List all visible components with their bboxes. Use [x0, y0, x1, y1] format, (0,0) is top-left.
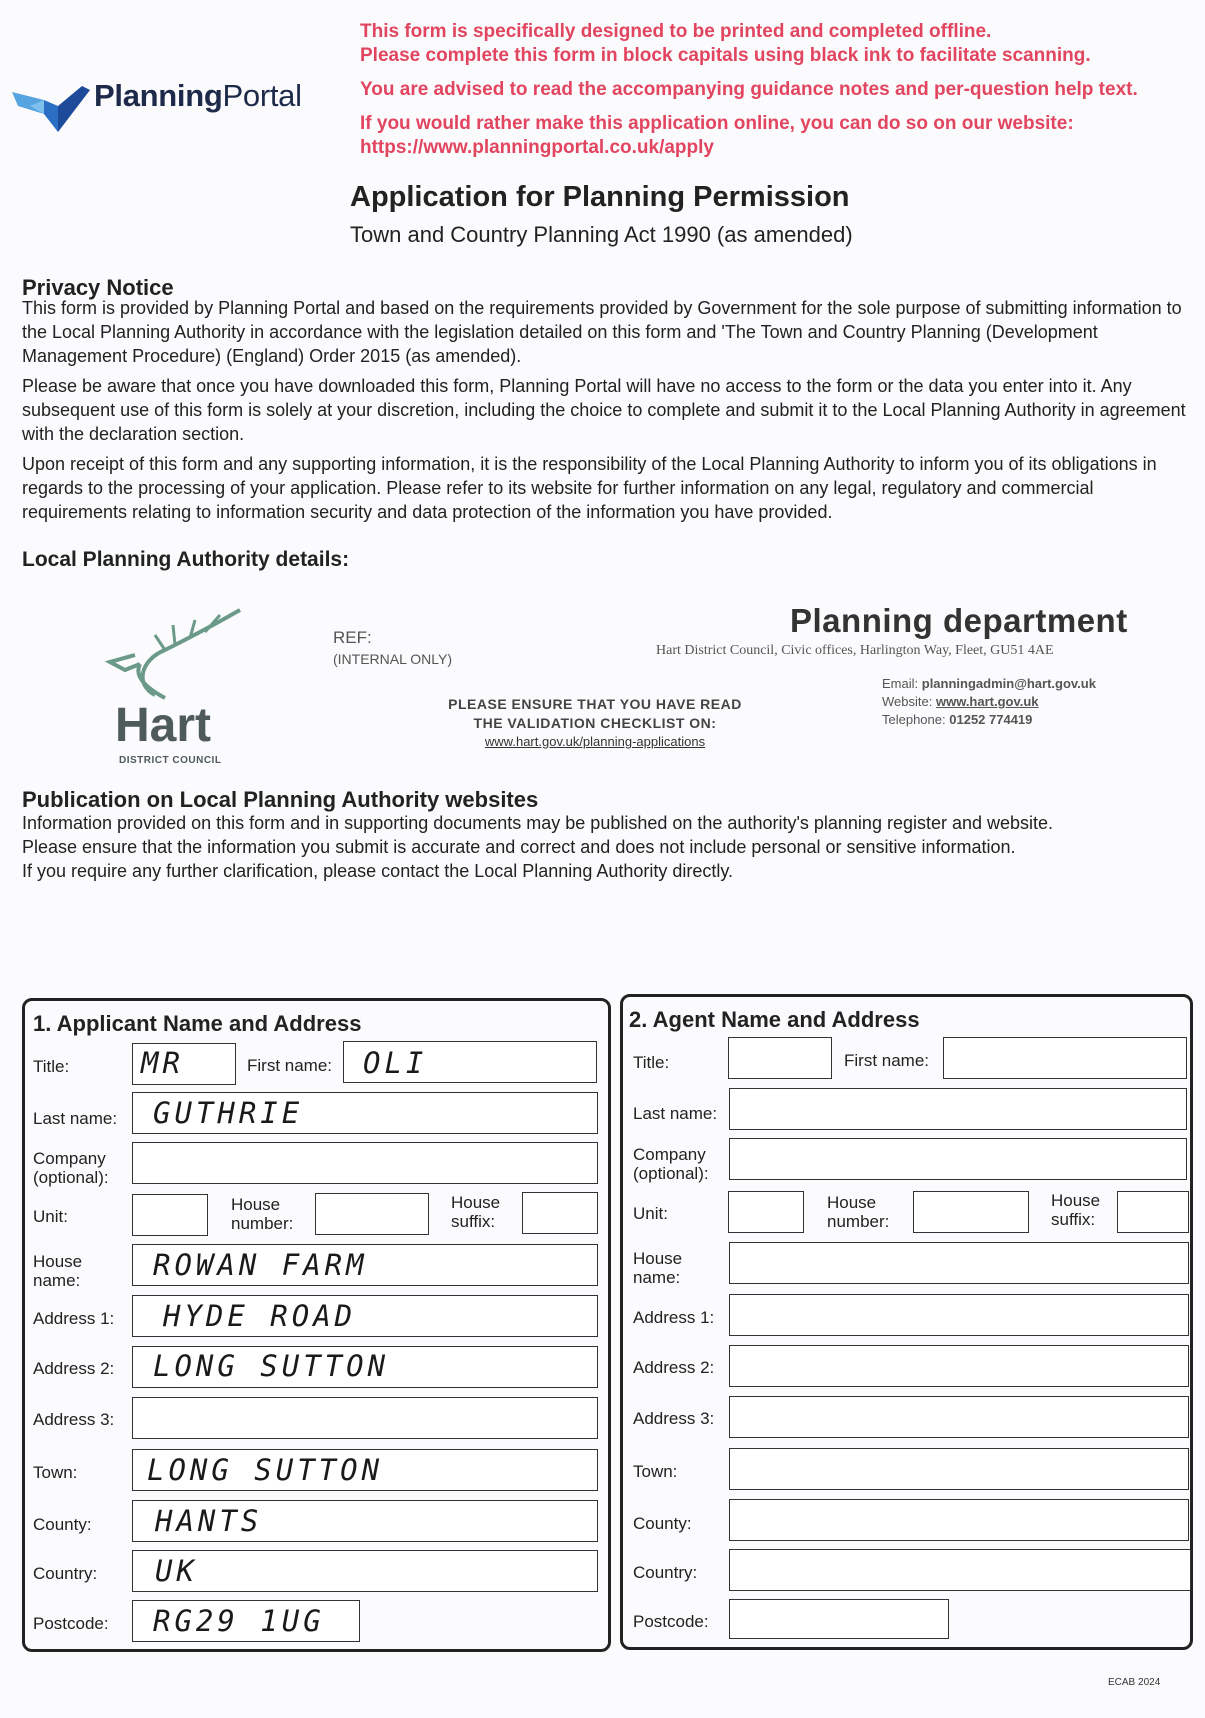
agent-company-field[interactable] [729, 1138, 1187, 1180]
country-value: UK [155, 1554, 198, 1588]
privacy-heading: Privacy Notice [22, 275, 174, 300]
notice-line-4: If you would rather make this application online, you can do so on our website: [360, 113, 1074, 134]
address-3-field[interactable] [132, 1397, 598, 1439]
agent-heading: 2. Agent Name and Address [629, 1007, 920, 1032]
house-suffix-label-line: suffix: [451, 1212, 496, 1231]
validation-notice [420, 696, 770, 749]
agent-house-suffix-label-line: suffix: [1051, 1210, 1096, 1229]
title-label: Title: [33, 1057, 70, 1076]
last-name-value: GUTHRIE [153, 1096, 304, 1130]
agent-address-3-label: Address 3: [633, 1409, 715, 1428]
agent-address-2-label: Address 2: [633, 1358, 715, 1377]
house-name-label-line: House [33, 1252, 83, 1271]
company-label [33, 1149, 109, 1187]
town-label: Town: [33, 1463, 78, 1482]
postcode-label: Postcode: [33, 1614, 109, 1633]
agent-postcode-label: Postcode: [633, 1612, 709, 1631]
agent-first-name-label: First name: [844, 1051, 930, 1070]
publication-line: Information provided on this form and in supporting documents may be published on the authority's planning register and website. [22, 813, 1054, 833]
agent-town-label: Town: [633, 1462, 678, 1481]
county-value: HANTS [155, 1504, 263, 1538]
validation-url[interactable]: www.hart.gov.uk/planning-applications [484, 734, 706, 749]
country-field[interactable] [132, 1550, 598, 1592]
email-label: Email: [882, 676, 919, 691]
agent-first-name-field[interactable] [943, 1037, 1187, 1079]
contact-block [882, 675, 1096, 729]
website-label: Website: [882, 694, 933, 709]
agent-company-label-line: (optional): [633, 1164, 709, 1183]
hart-name: Hart [115, 699, 212, 752]
first-name-value: OLI [363, 1046, 428, 1080]
company-field[interactable] [132, 1142, 598, 1184]
title-value: MR [141, 1046, 184, 1080]
address-2-label: Address 2: [33, 1359, 115, 1378]
agent-address-1-field[interactable] [729, 1294, 1189, 1336]
publication-line: If you require any further clarification, please contact the Local Planning Authority directly. [22, 861, 734, 881]
house-suffix-label [451, 1193, 500, 1231]
agent-town-field[interactable] [729, 1448, 1189, 1490]
address-2-value: LONG SUTTON [153, 1349, 390, 1383]
planning-portal-logo [10, 78, 310, 134]
ref-note: (INTERNAL ONLY) [333, 651, 453, 667]
last-name-label: Last name: [33, 1109, 118, 1128]
agent-country-field[interactable] [729, 1549, 1191, 1591]
house-number-label [231, 1195, 293, 1233]
unit-label: Unit: [33, 1207, 68, 1226]
publication-text [22, 811, 1192, 883]
website-value[interactable]: www.hart.gov.uk [935, 694, 1039, 709]
lpa-heading: Local Planning Authority details: [22, 548, 350, 571]
agent-house-suffix-label-line: House [1051, 1191, 1101, 1210]
offline-notice [360, 20, 1180, 160]
applicant-heading: 1. Applicant Name and Address [33, 1011, 362, 1036]
phone-value: 01252 774419 [949, 712, 1033, 727]
privacy-paragraph: Please be aware that once you have downloaded this form, Planning Portal will have no access to the form or the data you enter into it. Any subsequent use of this form is solely at your discretion, including the choice to complete and submit it to the Local Planning Authority in agreement with the declaration section. [22, 376, 1186, 444]
agent-last-name-label: Last name: [633, 1104, 718, 1123]
agent-panel [620, 994, 1193, 1650]
notice-line-2: Please complete this form in block capitals using black ink to facilitate scanning. [360, 45, 1091, 66]
agent-address-1-label: Address 1: [633, 1308, 715, 1327]
agent-company-label-line: Company [633, 1145, 706, 1164]
agent-title-label: Title: [633, 1053, 670, 1072]
publication-line: Please ensure that the information you submit is accurate and correct and does not include personal or sensitive information. [22, 837, 1016, 857]
company-label-line: (optional): [33, 1168, 109, 1187]
agent-house-name-label [633, 1249, 682, 1287]
agent-unit-label: Unit: [633, 1204, 668, 1223]
agent-house-number-label-line: House [827, 1193, 877, 1212]
form-title: Application for Planning Permission [350, 181, 850, 213]
logo-word-portal: Portal [222, 78, 302, 113]
house-suffix-label-line: House [451, 1193, 501, 1212]
agent-county-label: County: [633, 1514, 692, 1533]
town-value: LONG SUTTON [147, 1453, 384, 1487]
address-1-label: Address 1: [33, 1309, 115, 1328]
planning-portal-logo-icon [10, 78, 90, 134]
agent-house-name-label-line: House [633, 1249, 683, 1268]
house-name-value: ROWAN FARM [153, 1248, 368, 1282]
agent-address-2-field[interactable] [729, 1345, 1189, 1387]
house-number-label-line: House [231, 1195, 281, 1214]
postcode-value: RG29 1UG [153, 1604, 325, 1638]
privacy-paragraph: This form is provided by Planning Portal and based on the requirements provided by Government for the sole purpose of submitting information to the Local Planning Authority in accordance with the legislation detailed on this form and 'The Town and Country Planning (Development Management Procedure) (England) Order 2015 (as amended). [22, 298, 1182, 366]
form-code: ECAB 2024 [1108, 1677, 1161, 1688]
phone-label: Telephone: [882, 712, 946, 727]
agent-house-suffix-label [1051, 1191, 1100, 1229]
agent-country-label: Country: [633, 1563, 698, 1582]
unit-field[interactable] [132, 1194, 208, 1236]
county-label: County: [33, 1515, 92, 1534]
dept-address: Hart District Council, Civic offices, Harlington Way, Fleet, GU51 4AE [656, 643, 1054, 658]
privacy-paragraph: Upon receipt of this form and any supporting information, it is the responsibility of the Local Planning Authority to inform you of its obligations in regards to the processing of your application. Please refer to its website for further information on any legal, regulatory and commercial requirements relating to information security and data protection of the information you have provided. [22, 454, 1157, 522]
form-subtitle: Town and Country Planning Act 1990 (as amended) [350, 222, 853, 247]
privacy-notice [22, 296, 1192, 524]
hart-logo [95, 600, 275, 770]
house-number-label-line: number: [231, 1214, 294, 1233]
validation-line: THE VALIDATION CHECKLIST ON: [473, 715, 717, 731]
validation-line: PLEASE ENSURE THAT YOU HAVE READ [448, 696, 742, 712]
agent-postcode-field[interactable] [729, 1599, 949, 1639]
country-label: Country: [33, 1564, 98, 1583]
agent-house-suffix-field[interactable] [1117, 1191, 1189, 1233]
stag-icon [95, 600, 255, 700]
house-name-label-line: name: [33, 1271, 81, 1290]
notice-line-1: This form is specifically designed to be printed and completed offline. [360, 21, 992, 42]
address-3-label: Address 3: [33, 1410, 115, 1429]
ref-label: REF: [333, 628, 372, 647]
house-number-field[interactable] [315, 1193, 429, 1235]
first-name-label: First name: [247, 1056, 333, 1075]
logo-word-planning: Planning [94, 78, 223, 113]
agent-last-name-field[interactable] [729, 1088, 1187, 1130]
hart-subname: DISTRICT COUNCIL [119, 755, 222, 766]
agent-house-name-label-line: name: [633, 1268, 681, 1287]
address-1-value: HYDE ROAD [163, 1299, 357, 1333]
house-suffix-field[interactable] [522, 1192, 598, 1234]
house-name-label [33, 1252, 82, 1290]
agent-house-name-field[interactable] [729, 1242, 1189, 1284]
email-value[interactable]: planningadmin@hart.gov.uk [921, 676, 1096, 691]
agent-house-number-label [827, 1193, 889, 1231]
company-label-line: Company [33, 1149, 106, 1168]
agent-county-field[interactable] [729, 1499, 1189, 1541]
agent-title-field[interactable] [728, 1037, 832, 1079]
agent-address-3-field[interactable] [729, 1396, 1189, 1438]
notice-url[interactable]: https://www.planningportal.co.uk/apply [360, 137, 714, 158]
agent-unit-field[interactable] [728, 1191, 804, 1233]
agent-house-number-field[interactable] [913, 1191, 1029, 1233]
publication-heading: Publication on Local Planning Authority websites [22, 787, 539, 812]
dept-title: Planning department [790, 602, 1128, 639]
agent-company-label [633, 1145, 709, 1183]
agent-house-number-label-line: number: [827, 1212, 890, 1231]
applicant-panel [22, 998, 611, 1652]
notice-line-3: You are advised to read the accompanying guidance notes and per-question help text. [360, 79, 1138, 100]
